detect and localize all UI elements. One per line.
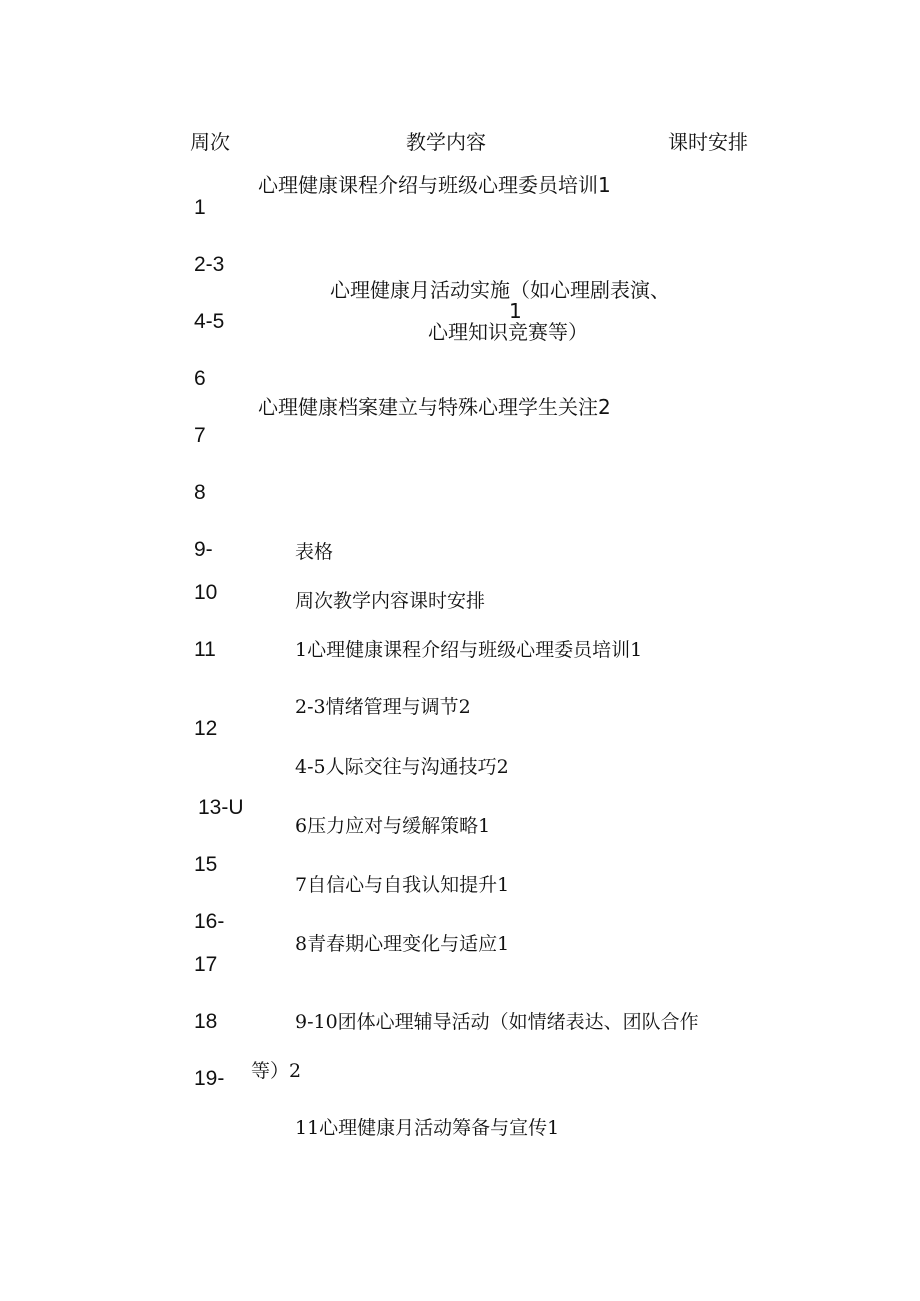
week-label: 13-U — [198, 796, 244, 819]
second-table-row: 8青春期心理变化与适应1 — [295, 933, 510, 955]
content-row-1: 心理健康课程介绍与班级心理委员培训1 — [258, 173, 611, 197]
week-label: 10 — [194, 581, 218, 604]
second-table-row-continuation: 等）2 — [251, 1060, 302, 1082]
second-table-row: 9-10团体心理辅导活动（如情绪表达、团队合作 — [295, 1011, 699, 1033]
second-table-row: 7自信心与自我认知提升1 — [295, 874, 510, 896]
week-label: 7 — [194, 424, 206, 447]
second-table-row: 2-3情绪管理与调节2 — [295, 696, 471, 718]
second-table-row: 11心理健康月活动筹备与宣传1 — [295, 1117, 560, 1139]
header-week: 周次 — [190, 130, 230, 154]
header-content: 教学内容 — [406, 130, 486, 154]
week-label: 16- — [194, 910, 225, 933]
content-row-2-line-2: 心理知识竞赛等） — [428, 320, 588, 344]
week-label: 6 — [194, 367, 206, 390]
second-table-row: 4-5人际交往与沟通技巧2 — [295, 756, 509, 778]
week-label: 2-3 — [194, 253, 225, 276]
header-hours: 课时安排 — [668, 130, 748, 154]
week-label: 11 — [194, 638, 216, 661]
week-label: 15 — [194, 853, 218, 876]
week-label: 12 — [194, 717, 218, 740]
week-label: 4-5 — [194, 310, 225, 333]
week-label: 8 — [194, 481, 206, 504]
week-label: 18 — [194, 1010, 218, 1033]
week-label: 17 — [194, 953, 218, 976]
second-table-row: 1心理健康课程介绍与班级心理委员培训1 — [295, 639, 643, 661]
second-table-row: 6压力应对与缓解策略1 — [295, 815, 491, 837]
week-label: 1 — [194, 196, 206, 219]
second-table-title: 表格 — [295, 541, 334, 563]
content-row-2-line-1: 心理健康月活动实施（如心理剧表演、 — [330, 278, 670, 302]
second-table-header: 周次教学内容课时安排 — [295, 590, 486, 612]
content-row-3: 心理健康档案建立与特殊心理学生关注2 — [258, 395, 611, 419]
week-label: 19- — [194, 1067, 225, 1090]
content-row-2-hours: 1 — [509, 299, 522, 323]
week-label: 9- — [194, 538, 213, 561]
